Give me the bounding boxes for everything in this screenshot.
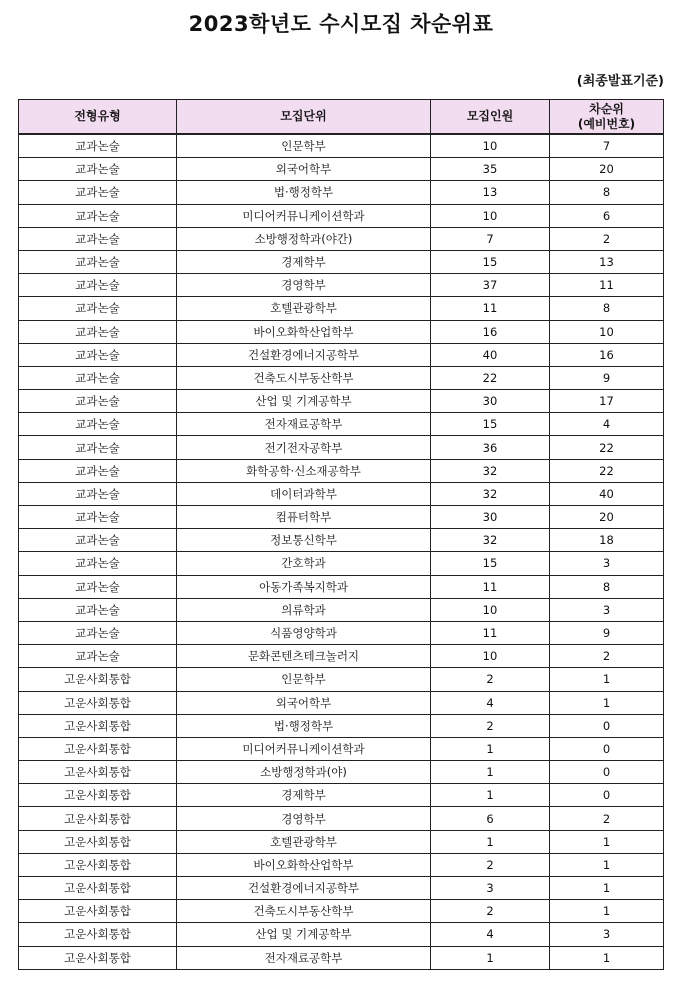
cell-type: 교과논술 (19, 598, 177, 621)
cell-quota: 35 (431, 158, 550, 181)
cell-type: 고운사회통합 (19, 830, 177, 853)
cell-rank: 9 (550, 621, 664, 644)
cell-type: 교과논술 (19, 320, 177, 343)
cell-type: 고운사회통합 (19, 691, 177, 714)
table-row (19, 784, 664, 807)
cell-rank: 22 (550, 459, 664, 482)
cell-unit: 호텔관광학부 (177, 297, 431, 320)
table-row (19, 691, 664, 714)
cell-quota: 2 (431, 714, 550, 737)
cell-rank: 3 (550, 552, 664, 575)
cell-type: 교과논술 (19, 250, 177, 273)
table-row (19, 227, 664, 250)
table-row (19, 737, 664, 760)
cell-rank: 9 (550, 366, 664, 389)
cell-rank: 20 (550, 158, 664, 181)
cell-type: 고운사회통합 (19, 877, 177, 900)
table-row (19, 250, 664, 273)
cell-type: 교과논술 (19, 390, 177, 413)
cell-type: 고운사회통합 (19, 784, 177, 807)
cell-rank: 8 (550, 297, 664, 320)
cell-rank: 8 (550, 575, 664, 598)
cell-rank: 2 (550, 227, 664, 250)
cell-quota: 4 (431, 923, 550, 946)
cell-quota: 15 (431, 250, 550, 273)
cell-type: 교과논술 (19, 158, 177, 181)
table-row (19, 158, 664, 181)
cell-type: 교과논술 (19, 621, 177, 644)
header-unit: 모집단위 (177, 100, 431, 135)
header-type: 전형유형 (19, 100, 177, 135)
cell-quota: 30 (431, 506, 550, 529)
cell-type: 교과논술 (19, 366, 177, 389)
cell-rank: 1 (550, 946, 664, 969)
cell-type: 고운사회통합 (19, 761, 177, 784)
cell-unit: 법·행정학부 (177, 714, 431, 737)
cell-unit: 건축도시부동산학부 (177, 900, 431, 923)
cell-type: 교과논술 (19, 482, 177, 505)
cell-unit: 건축도시부동산학부 (177, 366, 431, 389)
table-row (19, 274, 664, 297)
cell-rank: 18 (550, 529, 664, 552)
cell-type: 교과논술 (19, 274, 177, 297)
cell-quota: 11 (431, 621, 550, 644)
cell-rank: 1 (550, 830, 664, 853)
cell-rank: 1 (550, 853, 664, 876)
cell-rank: 1 (550, 691, 664, 714)
cell-quota: 7 (431, 227, 550, 250)
ranking-table (18, 99, 664, 970)
table-row (19, 320, 664, 343)
cell-unit: 외국어학부 (177, 158, 431, 181)
cell-unit: 전자재료공학부 (177, 413, 431, 436)
table-row (19, 390, 664, 413)
cell-type: 교과논술 (19, 552, 177, 575)
cell-type: 고운사회통합 (19, 923, 177, 946)
cell-unit: 경제학부 (177, 784, 431, 807)
cell-rank: 1 (550, 900, 664, 923)
cell-type: 교과논술 (19, 459, 177, 482)
table-row (19, 529, 664, 552)
cell-unit: 호텔관광학부 (177, 830, 431, 853)
table-row (19, 575, 664, 598)
cell-quota: 32 (431, 529, 550, 552)
table-row (19, 946, 664, 969)
cell-unit: 아동가족복지학과 (177, 575, 431, 598)
cell-unit: 전기전자공학부 (177, 436, 431, 459)
cell-unit: 건설환경에너지공학부 (177, 343, 431, 366)
header-rank (550, 100, 664, 135)
cell-rank: 0 (550, 761, 664, 784)
table-row (19, 645, 664, 668)
cell-unit: 소방행정학과(야간) (177, 227, 431, 250)
table-row (19, 482, 664, 505)
cell-quota: 36 (431, 436, 550, 459)
cell-rank: 10 (550, 320, 664, 343)
cell-quota: 10 (431, 598, 550, 621)
page-title: 2023학년도 수시모집 차순위표 (188, 12, 494, 36)
cell-rank: 3 (550, 923, 664, 946)
cell-type: 고운사회통합 (19, 853, 177, 876)
cell-rank: 22 (550, 436, 664, 459)
cell-quota: 13 (431, 181, 550, 204)
header-quota: 모집인원 (431, 100, 550, 135)
cell-type: 교과논술 (19, 134, 177, 158)
cell-unit: 소방행정학과(야) (177, 761, 431, 784)
cell-quota: 6 (431, 807, 550, 830)
cell-quota: 32 (431, 482, 550, 505)
cell-unit: 건설환경에너지공학부 (177, 877, 431, 900)
cell-quota: 11 (431, 297, 550, 320)
cell-quota: 16 (431, 320, 550, 343)
table-row (19, 134, 664, 158)
cell-unit: 전자재료공학부 (177, 946, 431, 969)
table-row (19, 459, 664, 482)
cell-unit: 인문학부 (177, 134, 431, 158)
table-row (19, 714, 664, 737)
cell-unit: 컴퓨터학부 (177, 506, 431, 529)
cell-quota: 1 (431, 946, 550, 969)
cell-rank: 0 (550, 784, 664, 807)
cell-rank: 2 (550, 645, 664, 668)
table-row (19, 204, 664, 227)
cell-quota: 10 (431, 204, 550, 227)
table-row (19, 853, 664, 876)
cell-unit: 외국어학부 (177, 691, 431, 714)
cell-unit: 데이터과학부 (177, 482, 431, 505)
cell-rank: 8 (550, 181, 664, 204)
table-row (19, 297, 664, 320)
cell-type: 교과논술 (19, 343, 177, 366)
cell-unit: 미디어커뮤니케이션학과 (177, 204, 431, 227)
table-row (19, 506, 664, 529)
cell-quota: 11 (431, 575, 550, 598)
cell-quota: 37 (431, 274, 550, 297)
cell-rank: 7 (550, 134, 664, 158)
cell-quota: 10 (431, 645, 550, 668)
cell-unit: 산업 및 기계공학부 (177, 390, 431, 413)
cell-unit: 미디어커뮤니케이션학과 (177, 737, 431, 760)
cell-unit: 의류학과 (177, 598, 431, 621)
cell-quota: 1 (431, 784, 550, 807)
cell-rank: 4 (550, 413, 664, 436)
cell-unit: 경영학부 (177, 274, 431, 297)
cell-unit: 경제학부 (177, 250, 431, 273)
cell-type: 교과논술 (19, 297, 177, 320)
cell-rank: 3 (550, 598, 664, 621)
cell-quota: 2 (431, 853, 550, 876)
cell-unit: 바이오화학산업학부 (177, 853, 431, 876)
table-row (19, 366, 664, 389)
cell-unit: 경영학부 (177, 807, 431, 830)
cell-quota: 1 (431, 737, 550, 760)
cell-type: 고운사회통합 (19, 668, 177, 691)
cell-type: 교과논술 (19, 181, 177, 204)
cell-type: 교과논술 (19, 645, 177, 668)
cell-unit: 간호학과 (177, 552, 431, 575)
table-row (19, 830, 664, 853)
cell-unit: 식품영양학과 (177, 621, 431, 644)
cell-rank: 1 (550, 668, 664, 691)
header-rank-line1: 차순위 (589, 101, 624, 116)
table-header-row (19, 100, 664, 135)
cell-rank: 20 (550, 506, 664, 529)
table-row (19, 552, 664, 575)
cell-unit: 법·행정학부 (177, 181, 431, 204)
cell-unit: 인문학부 (177, 668, 431, 691)
table-row (19, 181, 664, 204)
table-row (19, 877, 664, 900)
cell-type: 교과논술 (19, 506, 177, 529)
header-rank-line2: (예비번호) (577, 116, 636, 131)
cell-unit: 문화콘텐츠테크놀러지 (177, 645, 431, 668)
cell-quota: 3 (431, 877, 550, 900)
cell-type: 고운사회통합 (19, 714, 177, 737)
table-row (19, 668, 664, 691)
cell-type: 교과논술 (19, 413, 177, 436)
cell-type: 고운사회통합 (19, 807, 177, 830)
cell-rank: 40 (550, 482, 664, 505)
cell-quota: 15 (431, 413, 550, 436)
cell-unit: 화학공학·신소재공학부 (177, 459, 431, 482)
basis-note: (최종발표기준) (576, 74, 664, 89)
cell-rank: 13 (550, 250, 664, 273)
cell-type: 교과논술 (19, 575, 177, 598)
cell-type: 고운사회통합 (19, 900, 177, 923)
cell-type: 교과논술 (19, 529, 177, 552)
cell-quota: 22 (431, 366, 550, 389)
cell-quota: 32 (431, 459, 550, 482)
table-row (19, 621, 664, 644)
cell-type: 고운사회통합 (19, 737, 177, 760)
cell-unit: 정보통신학부 (177, 529, 431, 552)
cell-quota: 2 (431, 900, 550, 923)
cell-type: 교과논술 (19, 204, 177, 227)
cell-quota: 2 (431, 668, 550, 691)
table-row (19, 343, 664, 366)
cell-rank: 1 (550, 877, 664, 900)
table-row (19, 436, 664, 459)
cell-type: 교과논술 (19, 436, 177, 459)
table-row (19, 598, 664, 621)
cell-unit: 바이오화학산업학부 (177, 320, 431, 343)
cell-rank: 17 (550, 390, 664, 413)
table-row (19, 413, 664, 436)
cell-type: 교과논술 (19, 227, 177, 250)
cell-quota: 1 (431, 761, 550, 784)
cell-quota: 30 (431, 390, 550, 413)
table-row (19, 807, 664, 830)
cell-type: 고운사회통합 (19, 946, 177, 969)
table-row (19, 900, 664, 923)
cell-rank: 0 (550, 737, 664, 760)
cell-quota: 10 (431, 134, 550, 158)
table-row (19, 761, 664, 784)
cell-rank: 0 (550, 714, 664, 737)
cell-unit: 산업 및 기계공학부 (177, 923, 431, 946)
cell-quota: 15 (431, 552, 550, 575)
cell-quota: 4 (431, 691, 550, 714)
cell-quota: 1 (431, 830, 550, 853)
cell-rank: 6 (550, 204, 664, 227)
cell-rank: 16 (550, 343, 664, 366)
cell-rank: 2 (550, 807, 664, 830)
cell-rank: 11 (550, 274, 664, 297)
cell-quota: 40 (431, 343, 550, 366)
table-row (19, 923, 664, 946)
